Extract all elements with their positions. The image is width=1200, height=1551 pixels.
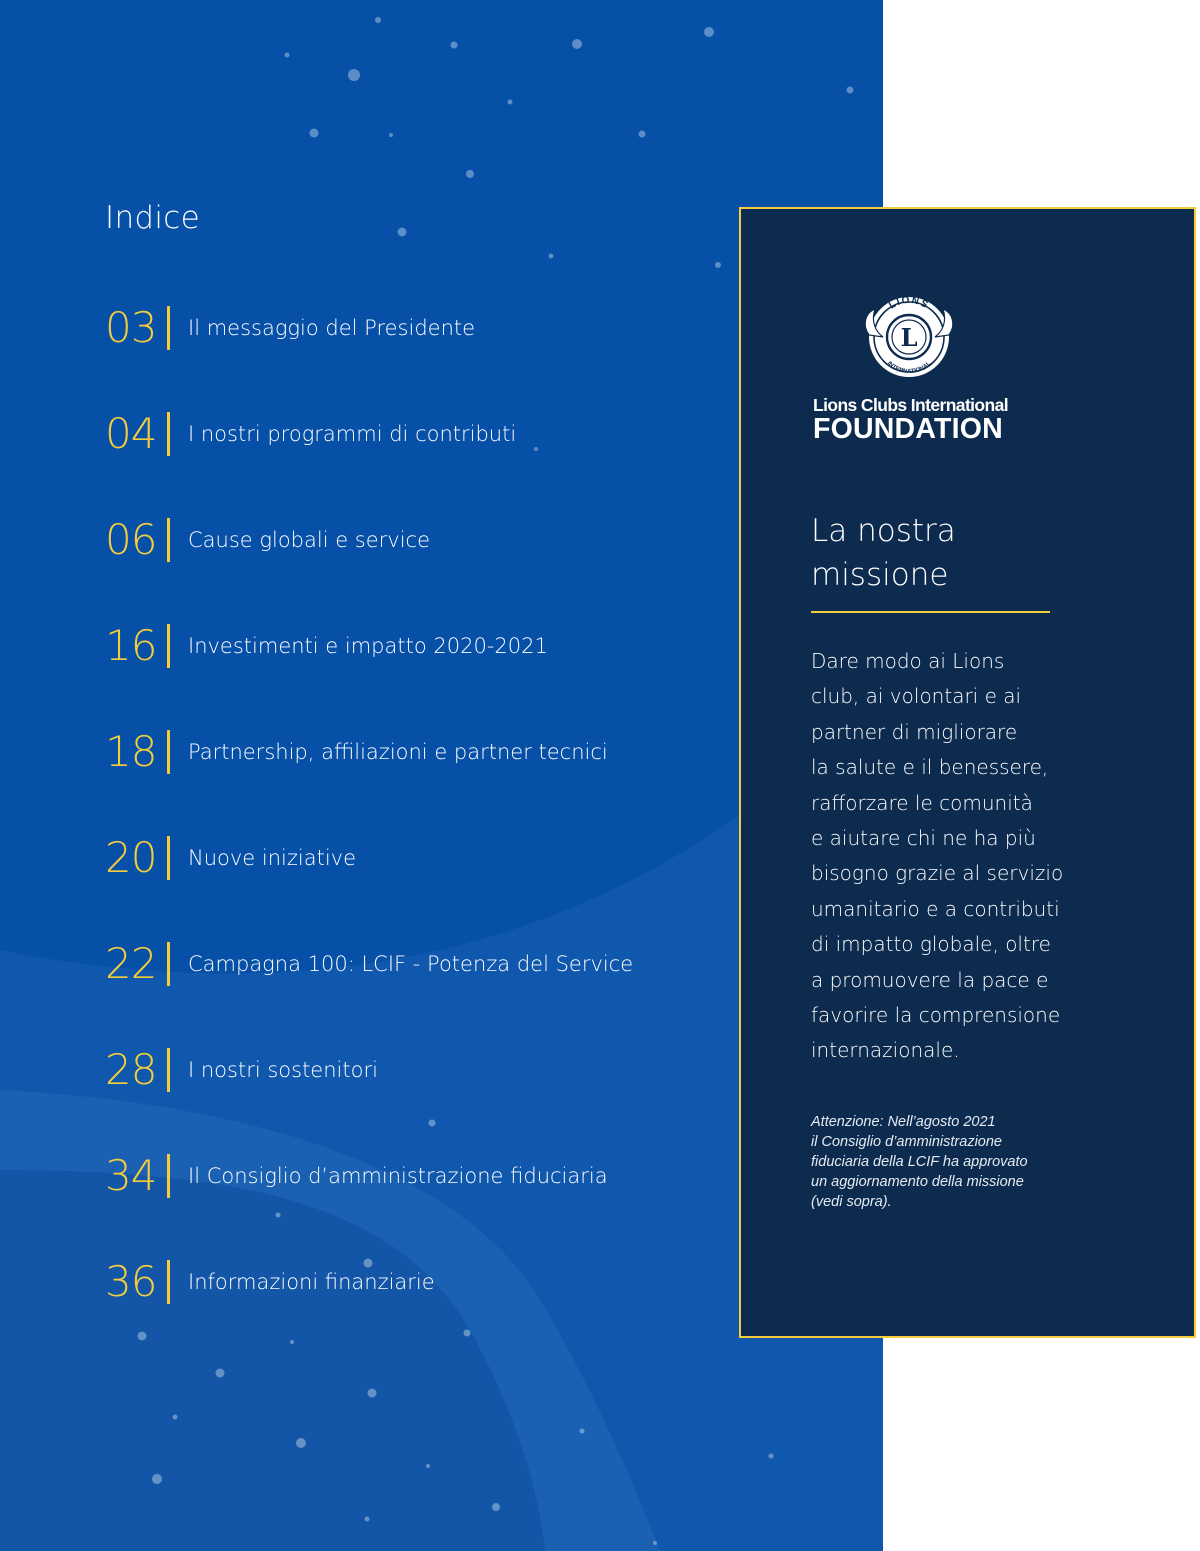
- note-line: (vedi sopra).: [811, 1194, 892, 1210]
- toc-page-number: 34: [105, 1151, 157, 1200]
- mission-line: umanitario e a contributi: [811, 896, 1060, 921]
- mission-title-line: La nostra: [811, 513, 956, 549]
- toc-label: Informazioni finanziarie: [188, 1270, 435, 1294]
- toc-divider: [167, 1154, 170, 1198]
- toc-page-number: 03: [105, 303, 157, 352]
- toc-page-number: 36: [105, 1257, 157, 1306]
- note-line: il Consiglio d’amministrazione: [811, 1134, 1002, 1150]
- emblem-bottom-text: INTERNATIONAL: [885, 360, 933, 376]
- note-line: un aggiornamento della missione: [811, 1174, 1024, 1190]
- note-line: fiduciaria della LCIF ha approvato: [811, 1154, 1028, 1170]
- toc-divider: [167, 412, 170, 456]
- mission-line: partner di migliorare: [811, 719, 1018, 744]
- mission-title-line: missione: [811, 557, 949, 593]
- toc-page-number: 16: [105, 621, 157, 670]
- toc-divider: [167, 1048, 170, 1092]
- toc-page-number: 20: [105, 833, 157, 882]
- mission-line: e aiutare chi ne ha più: [811, 826, 1036, 851]
- mission-note: [811, 1112, 1071, 1212]
- toc-label: Partnership, affiliazioni e partner tecnici: [188, 740, 608, 764]
- toc-item[interactable]: [105, 510, 725, 570]
- toc-label: Campagna 100: LCIF - Potenza del Service: [188, 952, 634, 976]
- mission-line: favorire la comprensione: [811, 1003, 1061, 1028]
- index-title: Indice: [105, 200, 200, 236]
- note-line: Attenzione: Nell’agosto 2021: [811, 1114, 996, 1130]
- toc-label: I nostri sostenitori: [188, 1058, 378, 1082]
- logo-line-2: FOUNDATION: [813, 413, 1003, 445]
- toc-label: Cause globali e service: [188, 528, 431, 552]
- toc-divider: [167, 942, 170, 986]
- toc-item[interactable]: [105, 1146, 725, 1206]
- mission-line: Dare modo ai Lions: [811, 649, 1005, 673]
- toc-item[interactable]: [105, 616, 725, 676]
- mission-line: club, ai volontari e ai: [811, 684, 1022, 709]
- toc-divider: [167, 836, 170, 880]
- toc-page-number: 22: [105, 939, 157, 988]
- toc-page-number: 18: [105, 727, 157, 776]
- mission-title: [811, 509, 1111, 597]
- mission-line: bisogno grazie al servizio: [811, 861, 1064, 886]
- toc-item[interactable]: [105, 1252, 725, 1312]
- toc-page-number: 04: [105, 409, 157, 458]
- toc-label: I nostri programmi di contributi: [188, 422, 517, 446]
- toc-item[interactable]: [105, 404, 725, 464]
- toc-item[interactable]: [105, 934, 725, 994]
- toc-item[interactable]: [105, 1040, 725, 1100]
- lions-emblem-icon: [859, 291, 959, 387]
- toc-item[interactable]: [105, 722, 725, 782]
- logo-line-1: Lions Clubs International: [813, 395, 1009, 415]
- toc-divider: [167, 306, 170, 350]
- mission-box: [739, 207, 1196, 1338]
- toc-item[interactable]: [105, 828, 725, 888]
- toc-page-number: 06: [105, 515, 157, 564]
- toc-divider: [167, 730, 170, 774]
- toc-label: Nuove iniziative: [188, 846, 357, 870]
- toc-item[interactable]: [105, 298, 725, 358]
- toc-page-number: 28: [105, 1045, 157, 1094]
- toc-divider: [167, 518, 170, 562]
- mission-divider: [811, 611, 1050, 613]
- toc-label: Il Consiglio d’amministrazione fiduciaria: [188, 1164, 608, 1188]
- toc-divider: [167, 624, 170, 668]
- toc-divider: [167, 1260, 170, 1304]
- mission-line: a promuovere la pace e: [811, 967, 1049, 992]
- emblem-top-text: LIONS: [887, 294, 931, 312]
- mission-line: rafforzare le comunità: [811, 790, 1033, 815]
- mission-line: la salute e il benessere,: [811, 755, 1049, 780]
- emblem-letter: L: [900, 323, 918, 352]
- mission-statement: [811, 644, 1071, 1069]
- mission-line: internazionale.: [811, 1038, 960, 1063]
- toc-label: Il messaggio del Presidente: [188, 316, 476, 340]
- toc-label: Investimenti e impatto 2020-2021: [188, 634, 548, 658]
- mission-line: di impatto globale, oltre: [811, 932, 1051, 957]
